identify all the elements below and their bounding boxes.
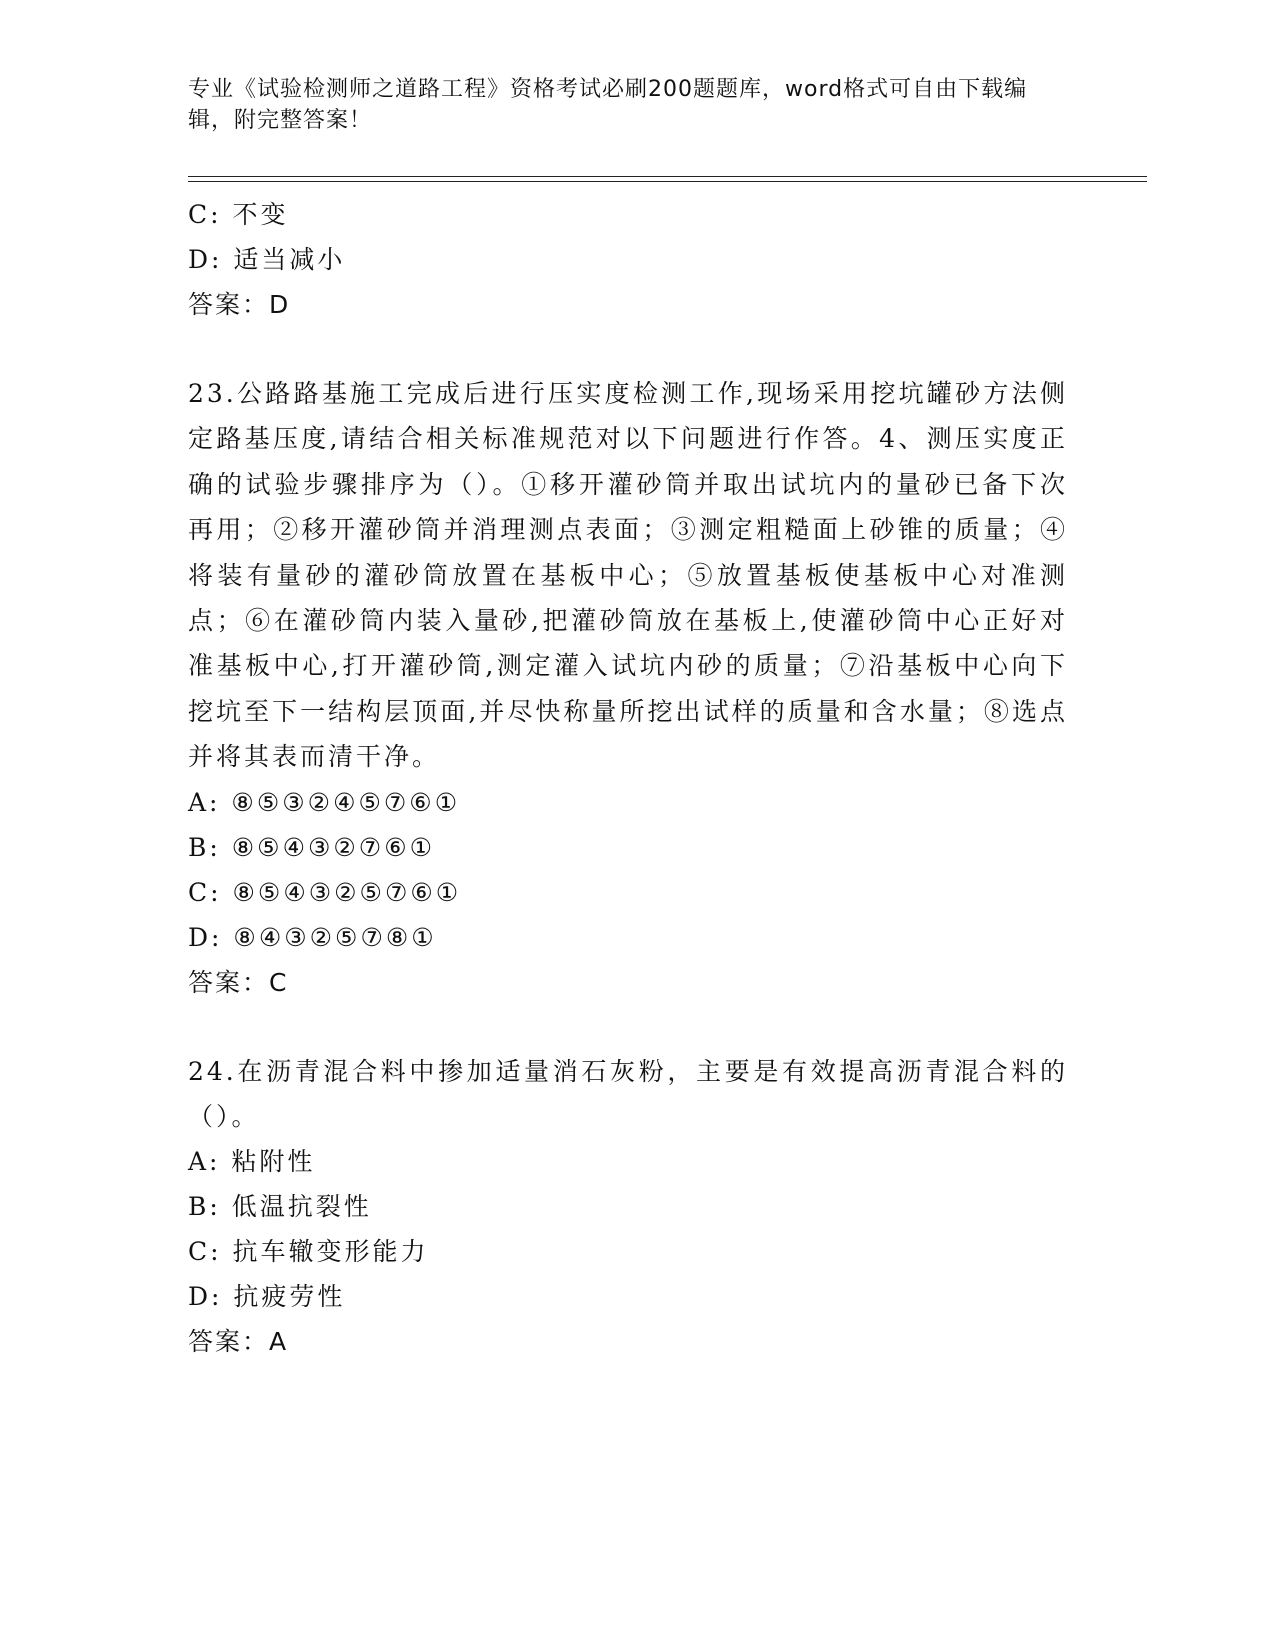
option-c: C: 抗车辙变形能力 [188,1237,429,1267]
answer-line: 答案：A [188,1327,289,1357]
option-b: B: ⑧⑤④③②⑦⑥① [188,832,436,862]
option-a: A: 粘附性 [188,1147,316,1177]
header-rule-bottom [188,181,1147,182]
option-d: D: 适当减小 [188,245,346,274]
question-23-text: 23.公路路基施工完成后进行压实度检测工作,现场采用挖坑罐砂方法侧定路基压度,请结合相关标准规范对以下问题进行作答。4、测压实度正确的试验步骤排序为（）。①移开灌砂筒并取出试坑内的量砂已备下次再用；②移开灌砂筒并消理测点表面；③测定粗糙面上砂锥的质量；④将装有量砂的灌砂筒放置在基板中心；⑤放置基板使基板中心对准测点；⑥在灌砂筒内装入量砂,把灌砂筒放在基板上,使灌砂筒中心正好对准基板中心,打开灌砂筒,测定灌入试坑内砂的质量；⑦沿基板中心向下挖坑至下一结构层顶面,并尽快称量所挖出试样的质量和含水量；⑧选点并将其表而清干净。 [188,379,1068,772]
spacer [188,1005,1068,1049]
spacer [188,327,1068,371]
option-a: A: ⑧⑤③②④⑤⑦⑥① [188,787,461,817]
option-d: D: 抗疲劳性 [188,1282,346,1312]
question-24-text: 24.在沥青混合料中掺加适量消石灰粉，主要是有效提高沥青混合料的（）。 [188,1056,1068,1132]
option-c: C: 不变 [188,200,289,229]
option-c: C: ⑧⑤④③②⑤⑦⑥① [188,877,462,907]
option-b: B: 低温抗裂性 [188,1192,372,1222]
option-d: D: ⑧④③②⑤⑦⑧① [188,922,437,952]
page-header: 专业《试验检测师之道路工程》资格考试必刷200题题库，word格式可自由下载编辑，附完整答案！ [188,77,1028,133]
header-rule-top [188,176,1147,177]
answer-line: 答案：C [188,967,289,997]
answer-line: 答案：D [188,290,291,319]
document-body [188,192,1068,1364]
